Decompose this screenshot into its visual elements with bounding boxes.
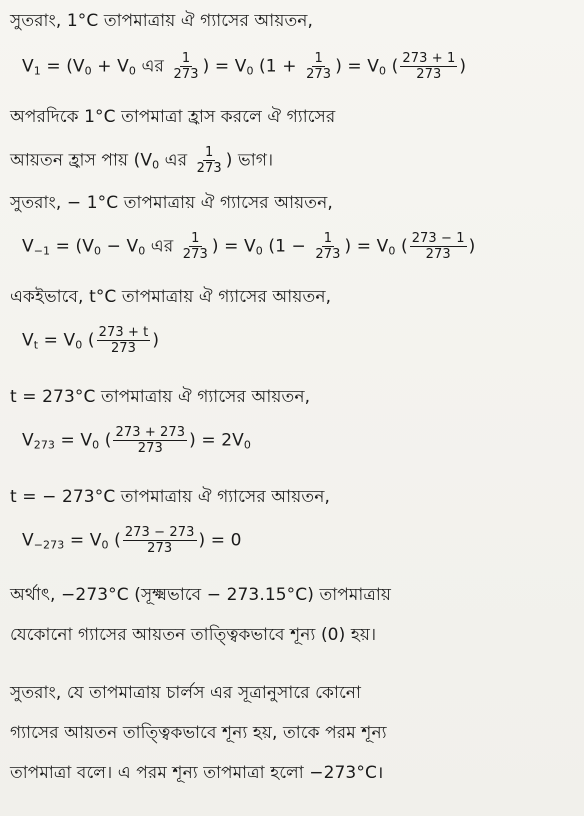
text-line-17: তাপমাত্রা বলে। এ পরম শূন্য তাপমাত্রা হলো −273°C। [10,763,384,783]
equation-v273: $V_{273} = V_0$ ( $\frac{273 + 273}{273}$ ) = $2V_0$ [22,425,252,456]
equation-v-minus-273: $V_{-273} = V_0$ ( $\frac{273 - 273}{273}$ ) = 0 [22,525,242,556]
fraction: $\frac{1}{273}$ [173,51,199,82]
text-line-16: গ্যাসের আয়তন তাত্ত্বিকভাবে শূন্য হয়, তাকে পরম শূন্য [10,723,387,743]
equation-v1: $V_1 = (V_0 + V_0$ এর $\frac{1}{273}$ ) = $V_0$ (1 + $\frac{1}{273}$ ) = $V_0$ ( $\frac{273 + 1}{273}$ ) [22,51,467,82]
fraction: $\frac{273 - 273}{273}$ [124,525,195,556]
text-line-4: আয়তন হ্রাস পায় ($V_0$ এর $\frac{1}{273}$ ) ভাগ। [10,145,274,176]
text-line-7: একইভাবে, t°C তাপমাত্রায় ঐ গ্যাসের আয়তন, [10,287,332,307]
text-line-5: সুতরাং, − 1°C তাপমাত্রায় ঐ গ্যাসের আয়তন, [10,193,333,213]
fraction: $\frac{273 + 273}{273}$ [115,425,186,456]
text-line-11: t = − 273°C তাপমাত্রায় ঐ গ্যাসের আয়তন, [10,487,330,507]
equation-v-minus-1: $V_{-1} = (V_0 - V_0$ এর $\frac{1}{273}$ ) = $V_0$ (1 − $\frac{1}{273}$ ) = $V_0$ ( $\frac{273 - 1}{273}$ ) [22,231,476,262]
text-line-9: t = 273°C তাপমাত্রায় ঐ গ্যাসের আয়তন, [10,387,311,407]
fraction: $\frac{1}{273}$ [306,51,332,82]
fraction: $\frac{273 + 1}{273}$ [402,51,456,82]
fraction: $\frac{1}{273}$ [196,145,222,176]
text-line-1: সুতরাং, 1°C তাপমাত্রায় ঐ গ্যাসের আয়তন, [10,11,314,31]
fraction: $\frac{1}{273}$ [182,231,208,262]
fraction: $\frac{1}{273}$ [315,231,341,262]
equation-vt: $V_t = V_0$ ( $\frac{273 + t}{273}$ ) [22,325,160,356]
fraction: $\frac{273 - 1}{273}$ [411,231,465,262]
text-line-14: যেকোনো গ্যাসের আয়তন তাত্ত্বিকভাবে শূন্য (0) হয়। [10,625,377,645]
text-line-13: অর্থাৎ, −273°C (সূক্ষ্মভাবে − 273.15°C) তাপমাত্রায় [10,585,392,605]
text-line-3: অপরদিকে 1°C তাপমাত্রা হ্রাস করলে ঐ গ্যাসের [10,107,336,127]
text-line-15: সুতরাং, যে তাপমাত্রায় চার্লস এর সূত্রানুসারে কোনো [10,683,361,703]
fraction: $\frac{273 + t}{273}$ [98,325,149,356]
